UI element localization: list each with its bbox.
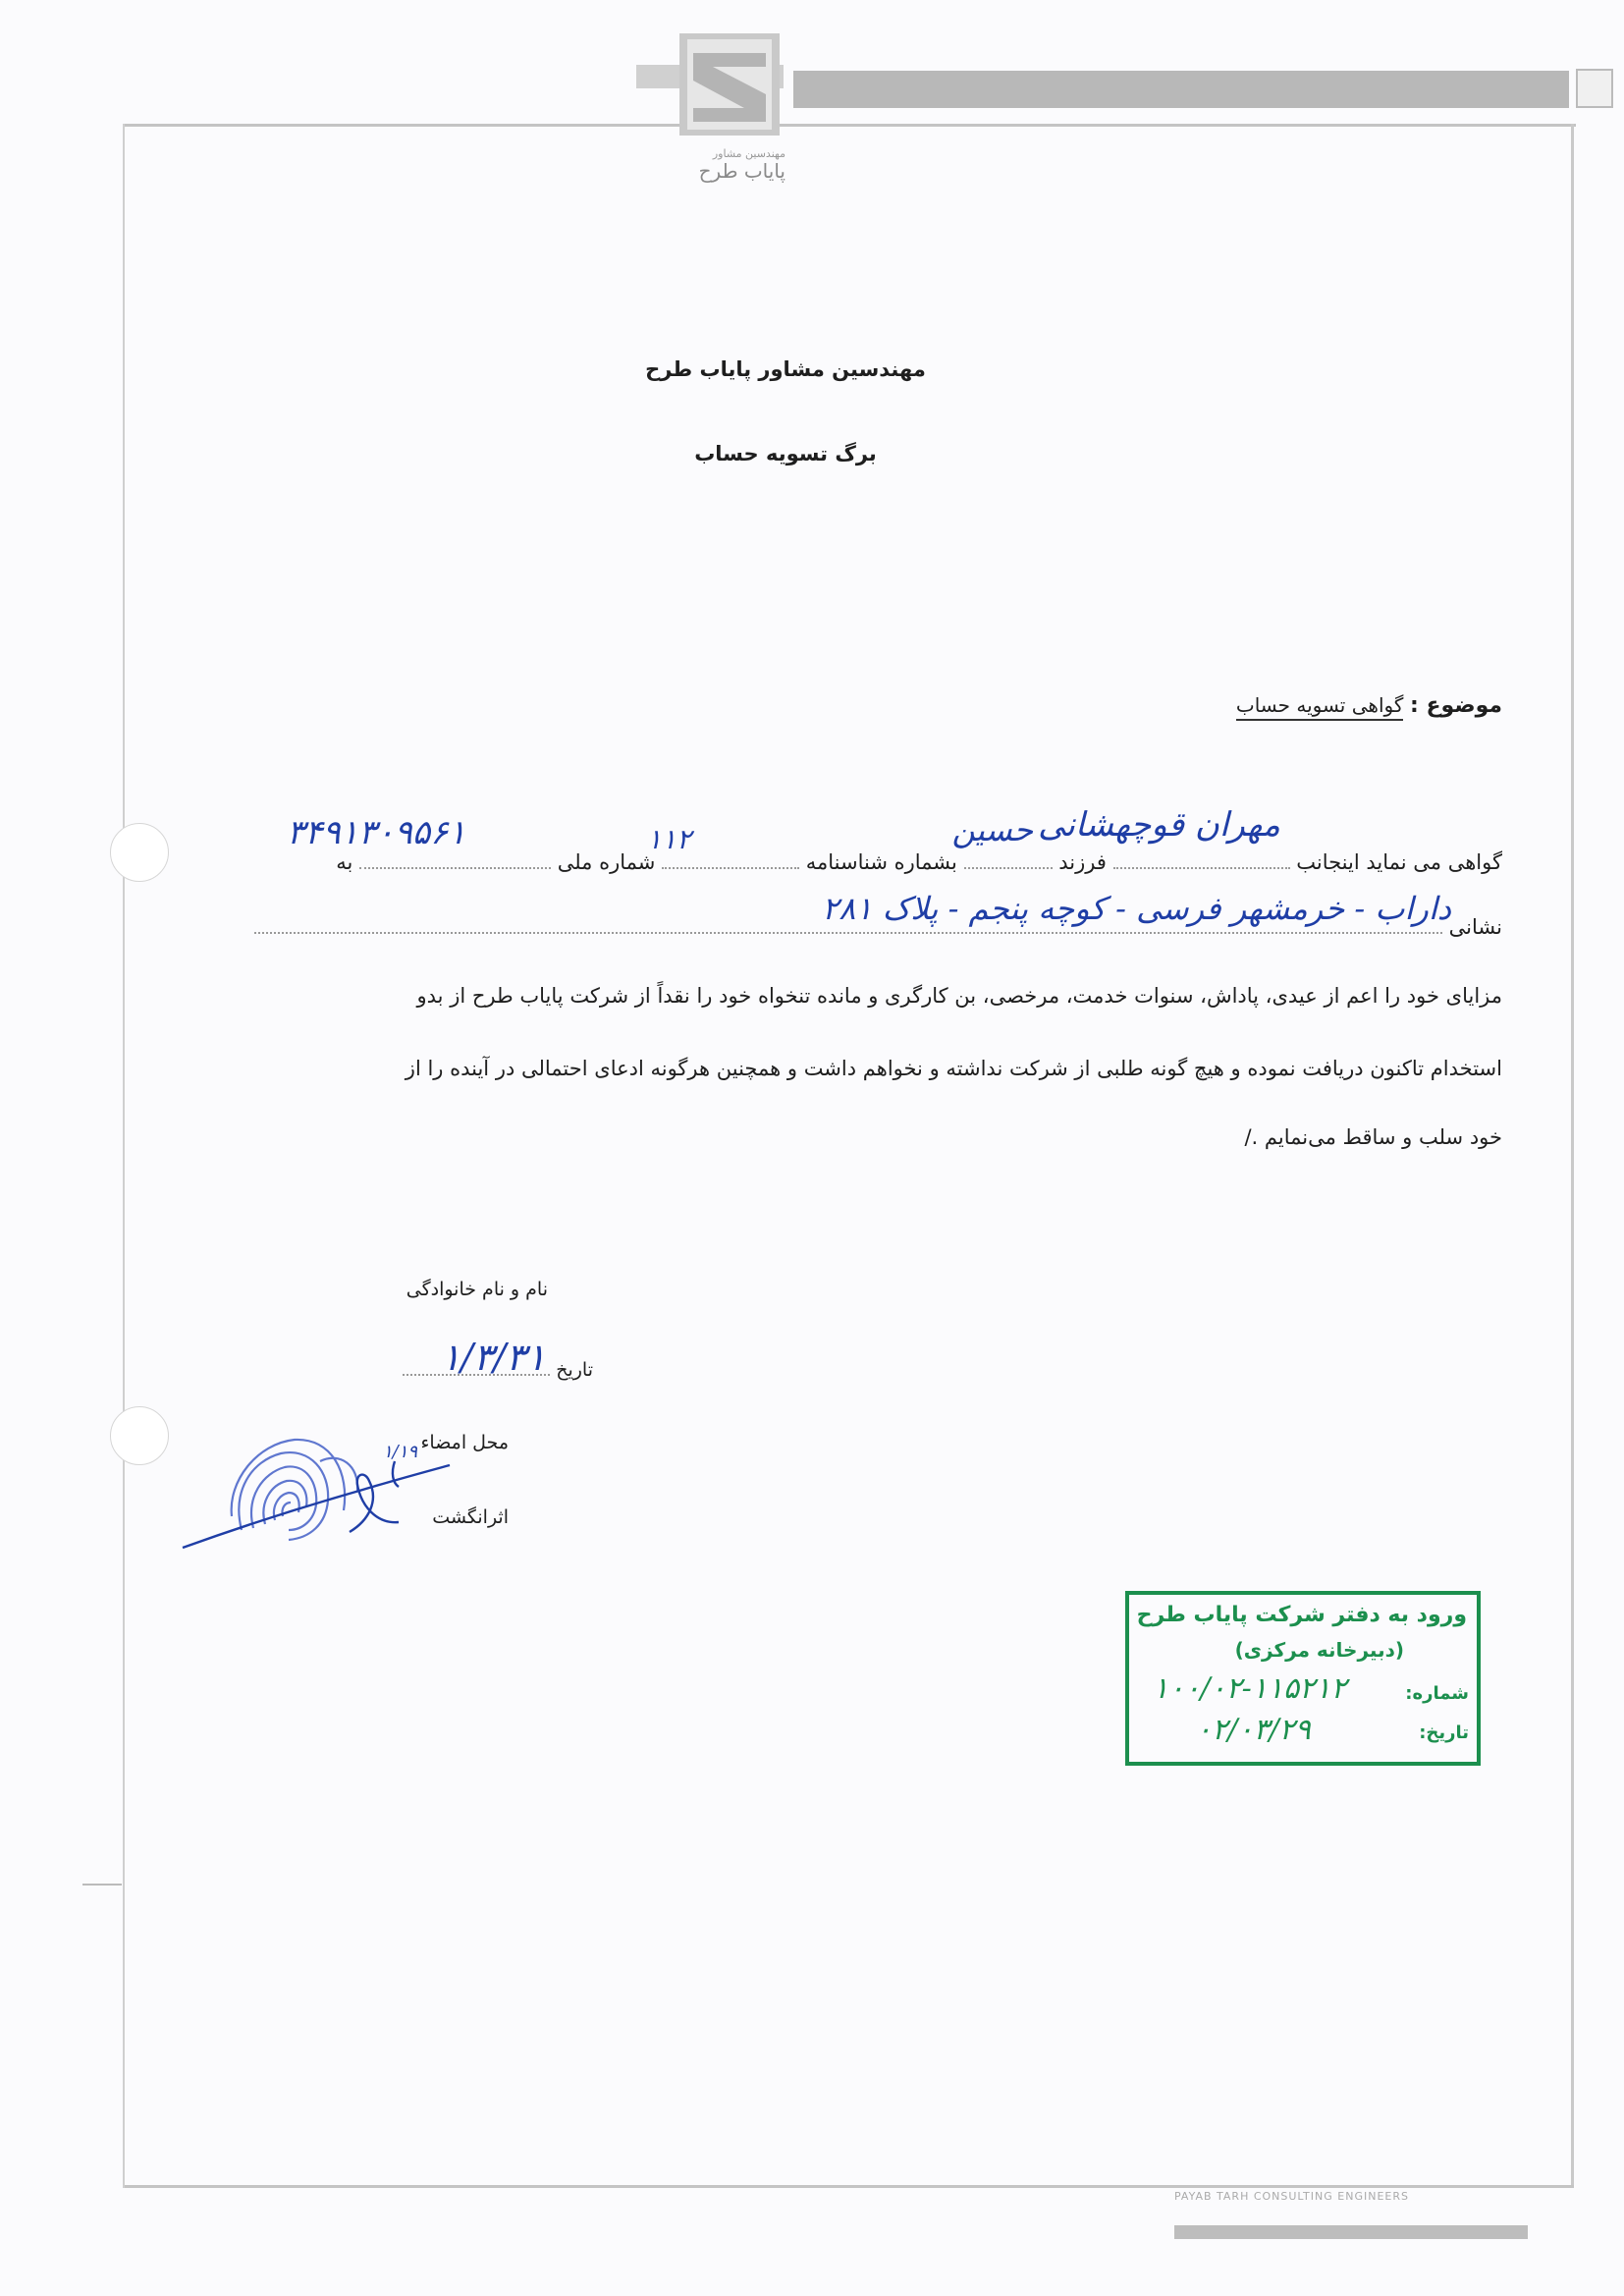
form-title: برگ تسویه حساب (694, 442, 877, 465)
company-title: مهندسین مشاور پایاب طرح (645, 357, 926, 381)
subject-value: گواهی تسویه حساب (1236, 693, 1404, 721)
full-name-label: نام و نام خانوادگی (406, 1279, 548, 1300)
id-blank (662, 867, 799, 869)
address-label: نشانی (1448, 915, 1502, 939)
registration-stamp (1125, 1591, 1481, 1766)
fingerprint-and-signature (173, 1422, 458, 1559)
certify-line (336, 850, 1502, 874)
punch-hole-top (110, 823, 169, 882)
handwritten-address: داراب - خرمشهر فرسی - کوچه پنجم - پلاک ۲۸۱ (822, 890, 1451, 927)
id-label: بشماره شناسنامه (805, 850, 957, 874)
footer-bar (1174, 2225, 1528, 2239)
page-frame-left (123, 124, 125, 2188)
stamp-title: ورود به دفتر شرکت پایاب طرح (1136, 1603, 1467, 1627)
child-label: فرزند (1058, 850, 1107, 874)
signature-label: محل امضاء (420, 1432, 509, 1453)
subject-label: موضوع : (1410, 693, 1502, 718)
page-frame-right (1571, 124, 1574, 2188)
page-frame-bottom (123, 2185, 1574, 2188)
national-label: شماره ملی (557, 850, 656, 874)
to-label: به (336, 850, 353, 874)
handwritten-name: مهران قوچهشانی (1038, 805, 1280, 845)
father-blank (964, 867, 1053, 869)
certify-label: گواهی می نماید اینجانب (1296, 850, 1502, 874)
stamp-number-value: ۱۰۰/۰۲-۱۱۵۲۱۲ (1153, 1671, 1347, 1706)
svg-text:۱/۱۹: ۱/۱۹ (383, 1442, 418, 1462)
corner-box (1576, 69, 1613, 108)
logo-subtitle: مهندسین مشاور (712, 147, 785, 160)
subject-line (1236, 693, 1502, 718)
body-line-2: استخدام تاکنون دریافت نموده و هیچ گونه طلبی از شرکت نداشته و نخواهم داشت و همچنین هرگونه ادعای احتمالی در آینده را از (405, 1057, 1502, 1080)
handwritten-father: حسین (951, 811, 1033, 848)
handwritten-id: ۱۱۲ (646, 823, 691, 855)
page-frame-top (123, 124, 1576, 127)
header-bar (793, 71, 1569, 108)
national-blank (359, 867, 551, 869)
stamp-date-value: ۰۲/۰۳/۲۹ (1196, 1713, 1311, 1747)
address-blank (254, 932, 1442, 934)
name-blank (1113, 867, 1290, 869)
punch-hole-bottom (110, 1406, 169, 1465)
body-line-3: خود سلب و ساقط می‌نمایم ./ (1244, 1125, 1502, 1149)
company-logo (679, 33, 780, 136)
stamp-subtitle: (دبیرخانه مرکزی) (1234, 1638, 1404, 1662)
logo-name: پایاب طرح (698, 159, 785, 183)
fingerprint-label: اثرانگشت (432, 1506, 509, 1528)
footer-company-name: PAYAB TARH CONSULTING ENGINEERS (1174, 2190, 1409, 2203)
date-label: تاریخ (556, 1359, 593, 1381)
stamp-date-label: تاریخ: (1419, 1722, 1469, 1743)
handwritten-date: ۱/۳/۳۱ (440, 1336, 546, 1379)
stamp-number-label: شماره: (1405, 1683, 1469, 1704)
body-line-1: مزایای خود را اعم از عیدی، پاداش، سنوات خدمت، مرخصی، بن کارگری و مانده تنخواه خود را نقداً از شرکت پایاب طرح از بدو (416, 984, 1502, 1008)
handwritten-national-id: ۳۴۹۱۳۰۹۵۶۱ (287, 813, 466, 852)
margin-mark (82, 1884, 122, 1886)
